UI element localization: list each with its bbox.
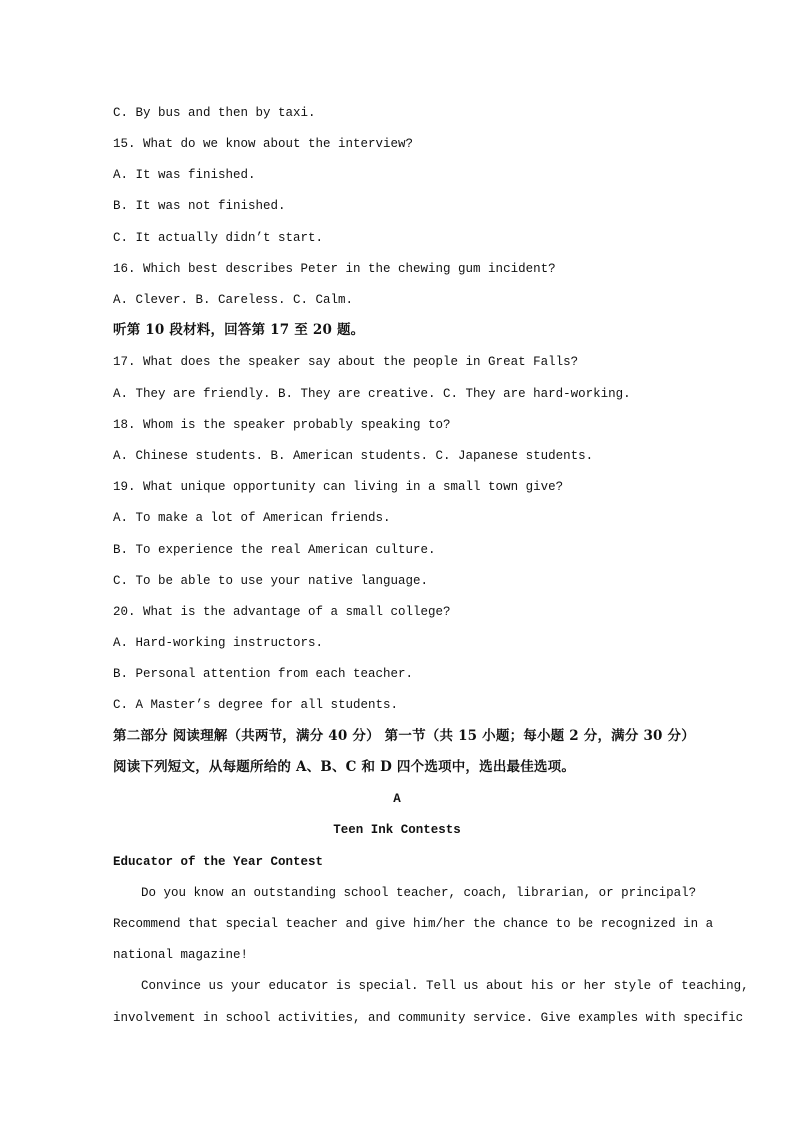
paragraph-2-line-1: Convince us your educator is special. Tell us about his or her style of teaching, <box>141 979 749 993</box>
q18-options: A. Chinese students. B. American students. C. Japanese students. <box>113 449 594 463</box>
q19-option-a: A. To make a lot of American friends. <box>113 511 391 525</box>
paragraph-1-line-2: Recommend that special teacher and give him/her the chance to be recognized in a <box>113 917 714 931</box>
passage-letter: A <box>393 792 401 806</box>
q19-option-b: B. To experience the real American culture. <box>113 543 436 557</box>
paragraph-1-line-1: Do you know an outstanding school teacher, coach, librarian, or principal? <box>141 886 697 900</box>
reading-part-header: 第二部分 阅读理解（共两节，满分 40 分） 第一节（共 15 小题；每小题 2 分，满分 30 分） <box>113 728 695 744</box>
q15-option-a: A. It was finished. <box>113 168 256 182</box>
q17-question: 17. What does the speaker say about the people in Great Falls? <box>113 355 579 369</box>
section10-instruction: 听第 10 段材料，回答第 17 至 20 题。 <box>113 322 365 338</box>
q16-options: A. Clever. B. Careless. C. Calm. <box>113 293 354 307</box>
q18-question: 18. Whom is the speaker probably speaking to? <box>113 418 451 432</box>
q20-option-c: C. A Master’s degree for all students. <box>113 698 399 712</box>
q19-question: 19. What unique opportunity can living in a small town give? <box>113 480 564 494</box>
q15-question: 15. What do we know about the interview? <box>113 137 414 151</box>
q20-option-a: A. Hard-working instructors. <box>113 636 324 650</box>
q17-options: A. They are friendly. B. They are creative. C. They are hard-working. <box>113 387 631 401</box>
paragraph-1-line-3: national magazine! <box>113 948 249 962</box>
q16-question: 16. Which best describes Peter in the chewing gum incident? <box>113 262 556 276</box>
q15-option-c: C. It actually didn’t start. <box>113 231 324 245</box>
reading-instruction: 阅读下列短文，从每题所给的 A、B、C 和 D 四个选项中，选出最佳选项。 <box>113 759 576 775</box>
q20-question: 20. What is the advantage of a small college? <box>113 605 451 619</box>
q20-option-b: B. Personal attention from each teacher. <box>113 667 414 681</box>
paragraph-2-line-2: involvement in school activities, and community service. Give examples with specific <box>113 1011 744 1025</box>
q15-option-b: B. It was not finished. <box>113 199 286 213</box>
passage-title: Teen Ink Contests <box>333 823 461 837</box>
q19-option-c: C. To be able to use your native language. <box>113 574 429 588</box>
contest-heading: Educator of the Year Contest <box>113 855 324 869</box>
q14-option-c: C. By bus and then by taxi. <box>113 106 316 120</box>
